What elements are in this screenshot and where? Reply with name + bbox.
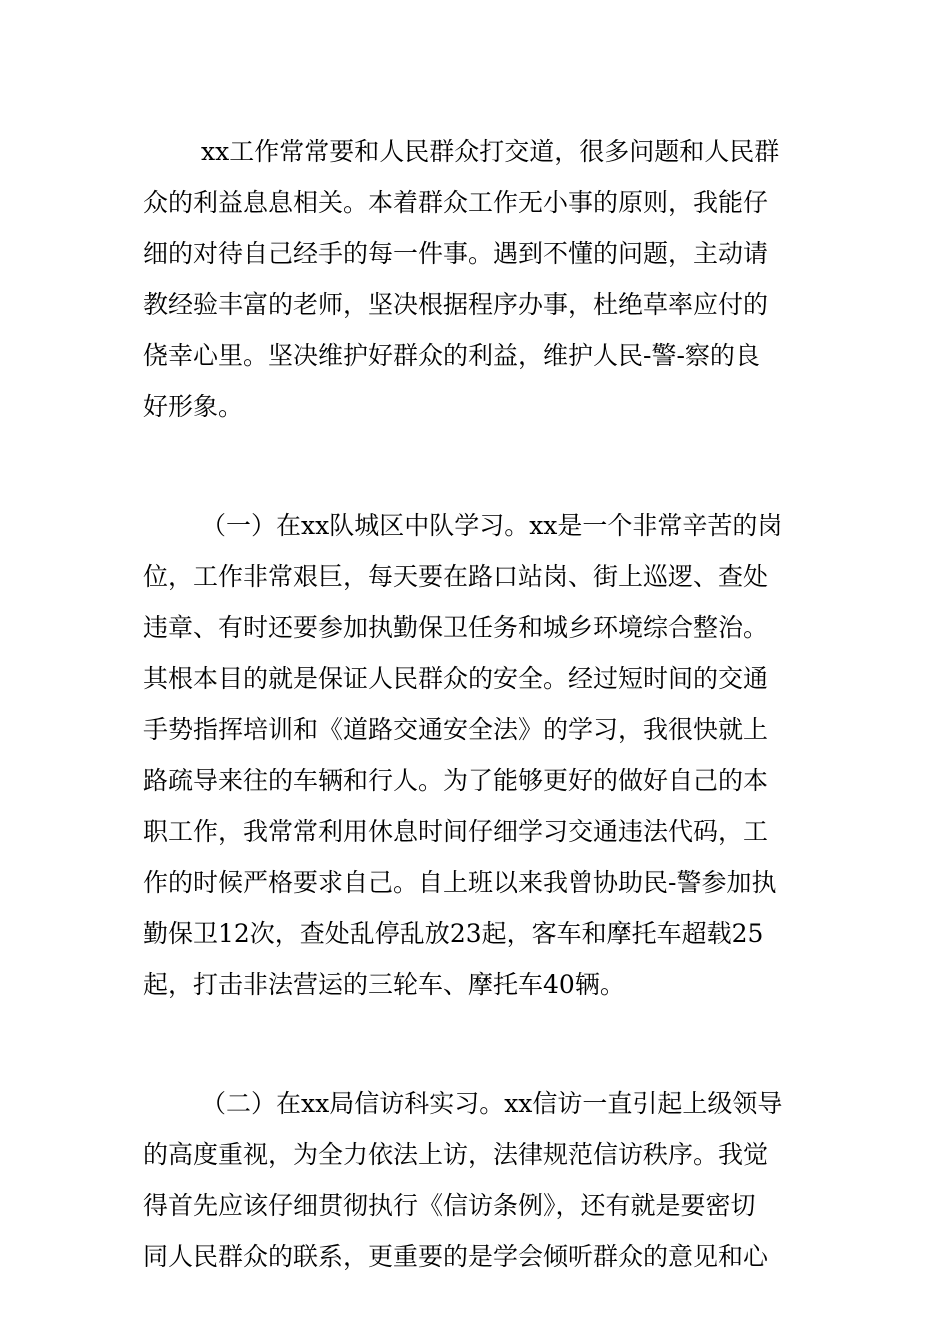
text-line: 手势指挥培训和《道路交通安全法》的学习，我很快就上 xyxy=(143,715,769,744)
text-line: 勤保卫12次，查处乱停乱放23起，客车和摩托车超载25 xyxy=(143,919,764,948)
paragraph-spacer xyxy=(143,1010,808,1078)
text-line: 众的利益息息相关。本着群众工作无小事的原则，我能仔 xyxy=(143,188,769,217)
text-line: 细的对待自己经手的每一件事。遇到不懂的问题，主动请 xyxy=(143,239,769,268)
text-line: 的高度重视，为全力依法上访，法律规范信访秩序。我觉 xyxy=(143,1140,769,1169)
paragraph-2 xyxy=(143,500,808,1010)
paragraph-3 xyxy=(143,1078,808,1282)
text-line: 违章、有时还要参加执勤保卫任务和城乡环境综合整治。 xyxy=(143,613,769,642)
text-line: xx工作常常要和人民群众打交道，很多问题和人民群 xyxy=(201,137,780,166)
document-body xyxy=(143,126,808,1282)
text-line: 职工作，我常常利用休息时间仔细学习交通违法代码，工 xyxy=(143,817,769,846)
text-line: 起，打击非法营运的三轮车、摩托车40辆。 xyxy=(143,970,625,999)
text-line: （二）在xx局信访科实习。xx信访一直引起上级领导 xyxy=(201,1089,783,1118)
text-line: 其根本目的就是保证人民群众的安全。经过短时间的交通 xyxy=(143,664,769,693)
text-line: 位，工作非常艰巨，每天要在路口站岗、街上巡逻、查处 xyxy=(143,562,769,591)
text-line: 教经验丰富的老师，坚决根据程序办事，杜绝草率应付的 xyxy=(143,290,769,319)
paragraph-1 xyxy=(143,126,808,432)
paragraph-spacer xyxy=(143,432,808,500)
text-line: 好形象。 xyxy=(143,392,244,421)
text-line: 得首先应该仔细贯彻执行《信访条例》，还有就是要密切 xyxy=(143,1191,756,1220)
text-line: （一）在xx队城区中队学习。xx是一个非常辛苦的岗 xyxy=(201,511,783,540)
text-line: 同人民群众的联系，更重要的是学会倾听群众的意见和心 xyxy=(143,1242,769,1271)
text-line: 侥幸心里。坚决维护好群众的利益，维护人民-警-察的良 xyxy=(143,341,760,370)
text-line: 路疏导来往的车辆和行人。为了能够更好的做好自己的本 xyxy=(143,766,769,795)
text-line: 作的时候严格要求自己。自上班以来我曾协助民-警参加执 xyxy=(143,868,777,897)
